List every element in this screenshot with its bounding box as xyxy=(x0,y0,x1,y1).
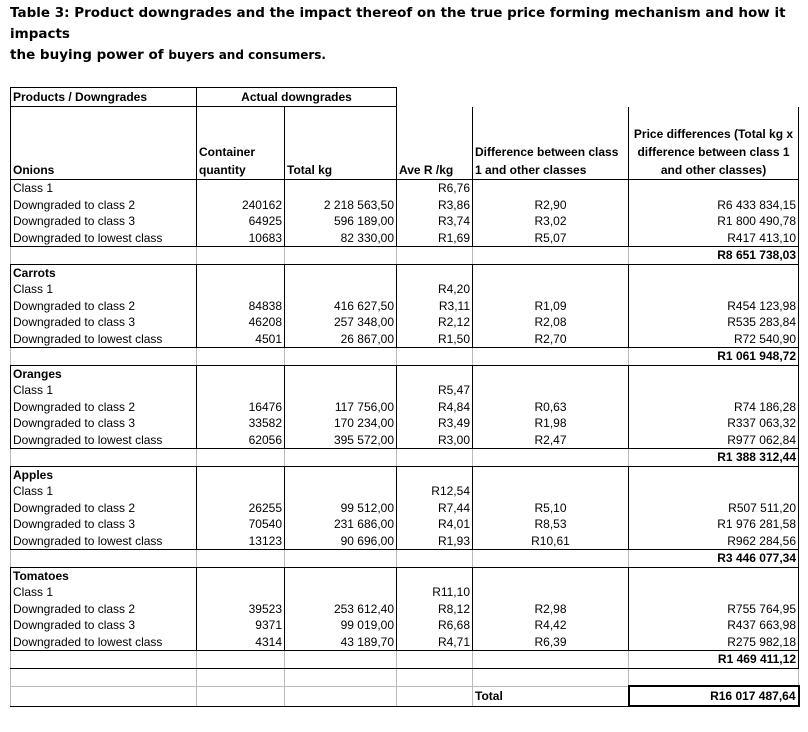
empty-cell xyxy=(397,365,473,382)
empty-cell xyxy=(473,651,629,669)
ave-price: R4,71 xyxy=(397,634,473,651)
table-row xyxy=(11,533,799,550)
subtotal-row xyxy=(11,247,799,265)
total-kg: 257 348,00 xyxy=(285,314,397,331)
class1-ave: R12,54 xyxy=(397,483,473,500)
ave-price: R6,68 xyxy=(397,617,473,634)
header-ave: Ave R /kg xyxy=(397,107,473,180)
empty-cell xyxy=(397,686,473,706)
empty-cell xyxy=(197,584,285,601)
empty-cell xyxy=(197,483,285,500)
container-quantity: 10683 xyxy=(197,230,285,247)
empty-cell xyxy=(629,365,799,382)
empty-cell xyxy=(473,365,629,382)
table-row xyxy=(11,516,799,533)
group-name-row xyxy=(11,264,799,281)
empty-cell xyxy=(285,264,397,281)
price-differences-total: R962 284,56 xyxy=(629,533,799,550)
container-quantity: 70540 xyxy=(197,516,285,533)
ave-price: R1,93 xyxy=(397,533,473,550)
row-label: Downgraded to lowest class xyxy=(11,432,197,449)
empty-cell xyxy=(397,247,473,265)
row-label: Downgraded to class 2 xyxy=(11,298,197,315)
empty-cell xyxy=(285,281,397,298)
empty-cell xyxy=(285,449,397,467)
container-quantity: 26255 xyxy=(197,500,285,517)
empty-cell xyxy=(397,466,473,483)
price-differences-total: R74 186,28 xyxy=(629,399,799,416)
empty-cell xyxy=(473,180,629,197)
group-name-row xyxy=(11,365,799,382)
total-kg: 99 019,00 xyxy=(285,617,397,634)
price-difference: R1,98 xyxy=(473,415,629,432)
empty-cell xyxy=(11,449,197,467)
price-difference: R5,07 xyxy=(473,230,629,247)
ave-price: R3,86 xyxy=(397,197,473,214)
table-title xyxy=(10,3,800,66)
header-group-first: Onions xyxy=(11,107,197,180)
total-kg: 26 867,00 xyxy=(285,331,397,348)
price-differences-total: R977 062,84 xyxy=(629,432,799,449)
ave-price: R4,84 xyxy=(397,399,473,416)
container-quantity: 84838 xyxy=(197,298,285,315)
row-label: Downgraded to class 3 xyxy=(11,617,197,634)
table-row xyxy=(11,230,799,247)
header-diff: Difference between class 1 and other classes xyxy=(473,107,629,180)
empty-cell xyxy=(197,686,285,706)
ave-price: R3,74 xyxy=(397,213,473,230)
subtotal-row xyxy=(11,449,799,467)
empty-cell xyxy=(197,264,285,281)
empty-cell xyxy=(197,466,285,483)
empty-cell xyxy=(197,550,285,568)
empty-cell xyxy=(285,466,397,483)
group-name-row xyxy=(11,466,799,483)
empty-cell xyxy=(197,180,285,197)
price-difference: R2,98 xyxy=(473,601,629,618)
header-products: Products / Downgrades xyxy=(11,88,197,107)
container-quantity: 4501 xyxy=(197,331,285,348)
price-difference: R8,53 xyxy=(473,516,629,533)
table-row xyxy=(11,415,799,432)
container-quantity: 39523 xyxy=(197,601,285,618)
price-differences-total: R437 663,98 xyxy=(629,617,799,634)
group-subtotal: R1 061 948,72 xyxy=(629,348,799,366)
row-label: Downgraded to lowest class xyxy=(11,230,197,247)
class1-ave: R5,47 xyxy=(397,382,473,399)
empty-cell xyxy=(11,651,197,669)
price-differences-total: R1 800 490,78 xyxy=(629,213,799,230)
empty-cell xyxy=(397,348,473,366)
empty-cell xyxy=(473,348,629,366)
total-label: Total xyxy=(473,686,629,706)
total-kg: 90 696,00 xyxy=(285,533,397,550)
class1-row xyxy=(11,180,799,197)
ave-price: R8,12 xyxy=(397,601,473,618)
class1-label: Class 1 xyxy=(11,584,197,601)
price-differences-total: R337 063,32 xyxy=(629,415,799,432)
container-quantity: 9371 xyxy=(197,617,285,634)
empty-cell xyxy=(285,567,397,584)
empty-cell xyxy=(397,651,473,669)
empty-cell xyxy=(473,567,629,584)
price-difference: R2,08 xyxy=(473,314,629,331)
table-body xyxy=(11,88,799,707)
empty-cell xyxy=(473,247,629,265)
empty-cell xyxy=(629,180,799,197)
total-kg: 2 218 563,50 xyxy=(285,197,397,214)
group-name: Apples xyxy=(11,466,197,483)
empty-cell xyxy=(197,247,285,265)
container-quantity: 46208 xyxy=(197,314,285,331)
total-kg: 253 612,40 xyxy=(285,601,397,618)
container-quantity: 62056 xyxy=(197,432,285,449)
class1-label: Class 1 xyxy=(11,180,197,197)
row-label: Downgraded to class 2 xyxy=(11,197,197,214)
empty-cell xyxy=(629,264,799,281)
total-kg: 395 572,00 xyxy=(285,432,397,449)
empty-cell xyxy=(197,348,285,366)
container-quantity: 64925 xyxy=(197,213,285,230)
empty-cell xyxy=(285,550,397,568)
total-kg: 99 512,00 xyxy=(285,500,397,517)
empty-cell xyxy=(11,247,197,265)
table-row xyxy=(11,500,799,517)
empty-cell xyxy=(197,449,285,467)
price-difference: R0,63 xyxy=(473,399,629,416)
class1-row xyxy=(11,281,799,298)
price-differences-total: R275 982,18 xyxy=(629,634,799,651)
row-label: Downgraded to class 3 xyxy=(11,415,197,432)
empty-cell xyxy=(629,382,799,399)
price-differences-total: R454 123,98 xyxy=(629,298,799,315)
empty-cell xyxy=(285,247,397,265)
header-row-1 xyxy=(11,88,799,107)
empty-cell xyxy=(285,365,397,382)
spacer-row xyxy=(11,668,799,686)
ave-price: R3,11 xyxy=(397,298,473,315)
empty-cell xyxy=(629,668,799,686)
ave-price: R3,49 xyxy=(397,415,473,432)
group-name: Carrots xyxy=(11,264,197,281)
row-label: Downgraded to class 3 xyxy=(11,314,197,331)
empty-cell xyxy=(629,567,799,584)
container-quantity: 16476 xyxy=(197,399,285,416)
container-quantity: 4314 xyxy=(197,634,285,651)
empty-cell xyxy=(629,466,799,483)
table-row xyxy=(11,432,799,449)
empty-cell xyxy=(473,668,629,686)
subtotal-row xyxy=(11,651,799,669)
class1-label: Class 1 xyxy=(11,483,197,500)
group-subtotal: R8 651 738,03 xyxy=(629,247,799,265)
empty-cell xyxy=(285,382,397,399)
row-label: Downgraded to class 2 xyxy=(11,601,197,618)
empty-cell xyxy=(285,686,397,706)
class1-ave: R11,10 xyxy=(397,584,473,601)
empty-cell xyxy=(197,567,285,584)
header-actual-downgrades: Actual downgrades xyxy=(197,88,397,107)
price-difference: R10,61 xyxy=(473,533,629,550)
group-subtotal: R1 388 312,44 xyxy=(629,449,799,467)
downgrades-table xyxy=(10,87,800,707)
header-total-kg: Total kg xyxy=(285,107,397,180)
row-label: Downgraded to lowest class xyxy=(11,634,197,651)
header-row-2 xyxy=(11,107,799,180)
empty-cell xyxy=(285,584,397,601)
header-price-diff: Price differences (Total kg x difference between class 1 and other classes) xyxy=(629,107,799,180)
empty-cell xyxy=(285,651,397,669)
empty-cell xyxy=(285,483,397,500)
table-row xyxy=(11,601,799,618)
group-subtotal: R3 446 077,34 xyxy=(629,550,799,568)
ave-price: R4,01 xyxy=(397,516,473,533)
empty-cell xyxy=(285,348,397,366)
title-line-1: Table 3: Product downgrades and the impact thereof on the true price forming mechanism and how it impacts xyxy=(10,5,786,42)
price-difference: R2,90 xyxy=(473,197,629,214)
price-differences-total: R417 413,10 xyxy=(629,230,799,247)
price-difference: R2,47 xyxy=(473,432,629,449)
table-row xyxy=(11,634,799,651)
total-kg: 231 686,00 xyxy=(285,516,397,533)
row-label: Downgraded to lowest class xyxy=(11,533,197,550)
container-quantity: 240162 xyxy=(197,197,285,214)
empty-cell xyxy=(473,584,629,601)
container-quantity: 33582 xyxy=(197,415,285,432)
empty-cell xyxy=(197,382,285,399)
ave-price: R1,50 xyxy=(397,331,473,348)
total-kg: 170 234,00 xyxy=(285,415,397,432)
empty-cell xyxy=(473,281,629,298)
price-differences-total: R1 976 281,58 xyxy=(629,516,799,533)
price-differences-total: R507 511,20 xyxy=(629,500,799,517)
container-quantity: 13123 xyxy=(197,533,285,550)
group-name-row xyxy=(11,567,799,584)
price-difference: R4,42 xyxy=(473,617,629,634)
price-difference: R1,09 xyxy=(473,298,629,315)
empty-cell xyxy=(473,449,629,467)
empty-cell xyxy=(473,466,629,483)
subtotal-row xyxy=(11,348,799,366)
empty-cell xyxy=(629,483,799,500)
total-kg: 416 627,50 xyxy=(285,298,397,315)
empty-cell xyxy=(397,550,473,568)
ave-price: R1,69 xyxy=(397,230,473,247)
total-row xyxy=(11,686,799,706)
empty-cell xyxy=(197,365,285,382)
empty-cell xyxy=(285,180,397,197)
class1-label: Class 1 xyxy=(11,382,197,399)
empty-cell xyxy=(629,584,799,601)
empty-cell xyxy=(197,281,285,298)
table-row xyxy=(11,399,799,416)
empty-cell xyxy=(285,668,397,686)
row-label: Downgraded to class 2 xyxy=(11,500,197,517)
ave-price: R7,44 xyxy=(397,500,473,517)
group-subtotal: R1 469 411,12 xyxy=(629,651,799,669)
header-container: Container quantity xyxy=(197,107,285,180)
empty-cell xyxy=(197,668,285,686)
price-difference: R5,10 xyxy=(473,500,629,517)
title-line-2: the buying power of buyers and consumers. xyxy=(10,47,326,63)
price-difference: R3,02 xyxy=(473,213,629,230)
empty-cell xyxy=(473,550,629,568)
empty-cell xyxy=(473,382,629,399)
empty-cell xyxy=(11,348,197,366)
table-row xyxy=(11,213,799,230)
row-label: Downgraded to lowest class xyxy=(11,331,197,348)
price-differences-total: R72 540,90 xyxy=(629,331,799,348)
ave-price: R3,00 xyxy=(397,432,473,449)
row-label: Downgraded to class 3 xyxy=(11,516,197,533)
ave-price: R2,12 xyxy=(397,314,473,331)
empty-cell xyxy=(397,567,473,584)
table-row xyxy=(11,331,799,348)
class1-row xyxy=(11,483,799,500)
empty-cell xyxy=(11,686,197,706)
table-row xyxy=(11,314,799,331)
table-row xyxy=(11,298,799,315)
class1-row xyxy=(11,584,799,601)
class1-ave: R6,76 xyxy=(397,180,473,197)
price-differences-total: R535 283,84 xyxy=(629,314,799,331)
empty-cell xyxy=(11,668,197,686)
group-name: Tomatoes xyxy=(11,567,197,584)
empty-cell xyxy=(629,281,799,298)
total-kg: 82 330,00 xyxy=(285,230,397,247)
empty-cell xyxy=(473,264,629,281)
class1-row xyxy=(11,382,799,399)
price-differences-total: R6 433 834,15 xyxy=(629,197,799,214)
table-row xyxy=(11,617,799,634)
total-kg: 43 189,70 xyxy=(285,634,397,651)
total-kg: 117 756,00 xyxy=(285,399,397,416)
class1-label: Class 1 xyxy=(11,281,197,298)
subtotal-row xyxy=(11,550,799,568)
row-label: Downgraded to class 2 xyxy=(11,399,197,416)
empty-cell xyxy=(197,651,285,669)
grand-total: R16 017 487,64 xyxy=(629,686,799,706)
table-row xyxy=(11,197,799,214)
empty-cell xyxy=(397,449,473,467)
total-kg: 596 189,00 xyxy=(285,213,397,230)
row-label: Downgraded to class 3 xyxy=(11,213,197,230)
price-difference: R2,70 xyxy=(473,331,629,348)
empty-cell xyxy=(11,550,197,568)
price-differences-total: R755 764,95 xyxy=(629,601,799,618)
price-difference: R6,39 xyxy=(473,634,629,651)
empty-cell xyxy=(397,668,473,686)
empty-cell xyxy=(473,483,629,500)
class1-ave: R4,20 xyxy=(397,281,473,298)
group-name: Oranges xyxy=(11,365,197,382)
empty-cell xyxy=(397,264,473,281)
